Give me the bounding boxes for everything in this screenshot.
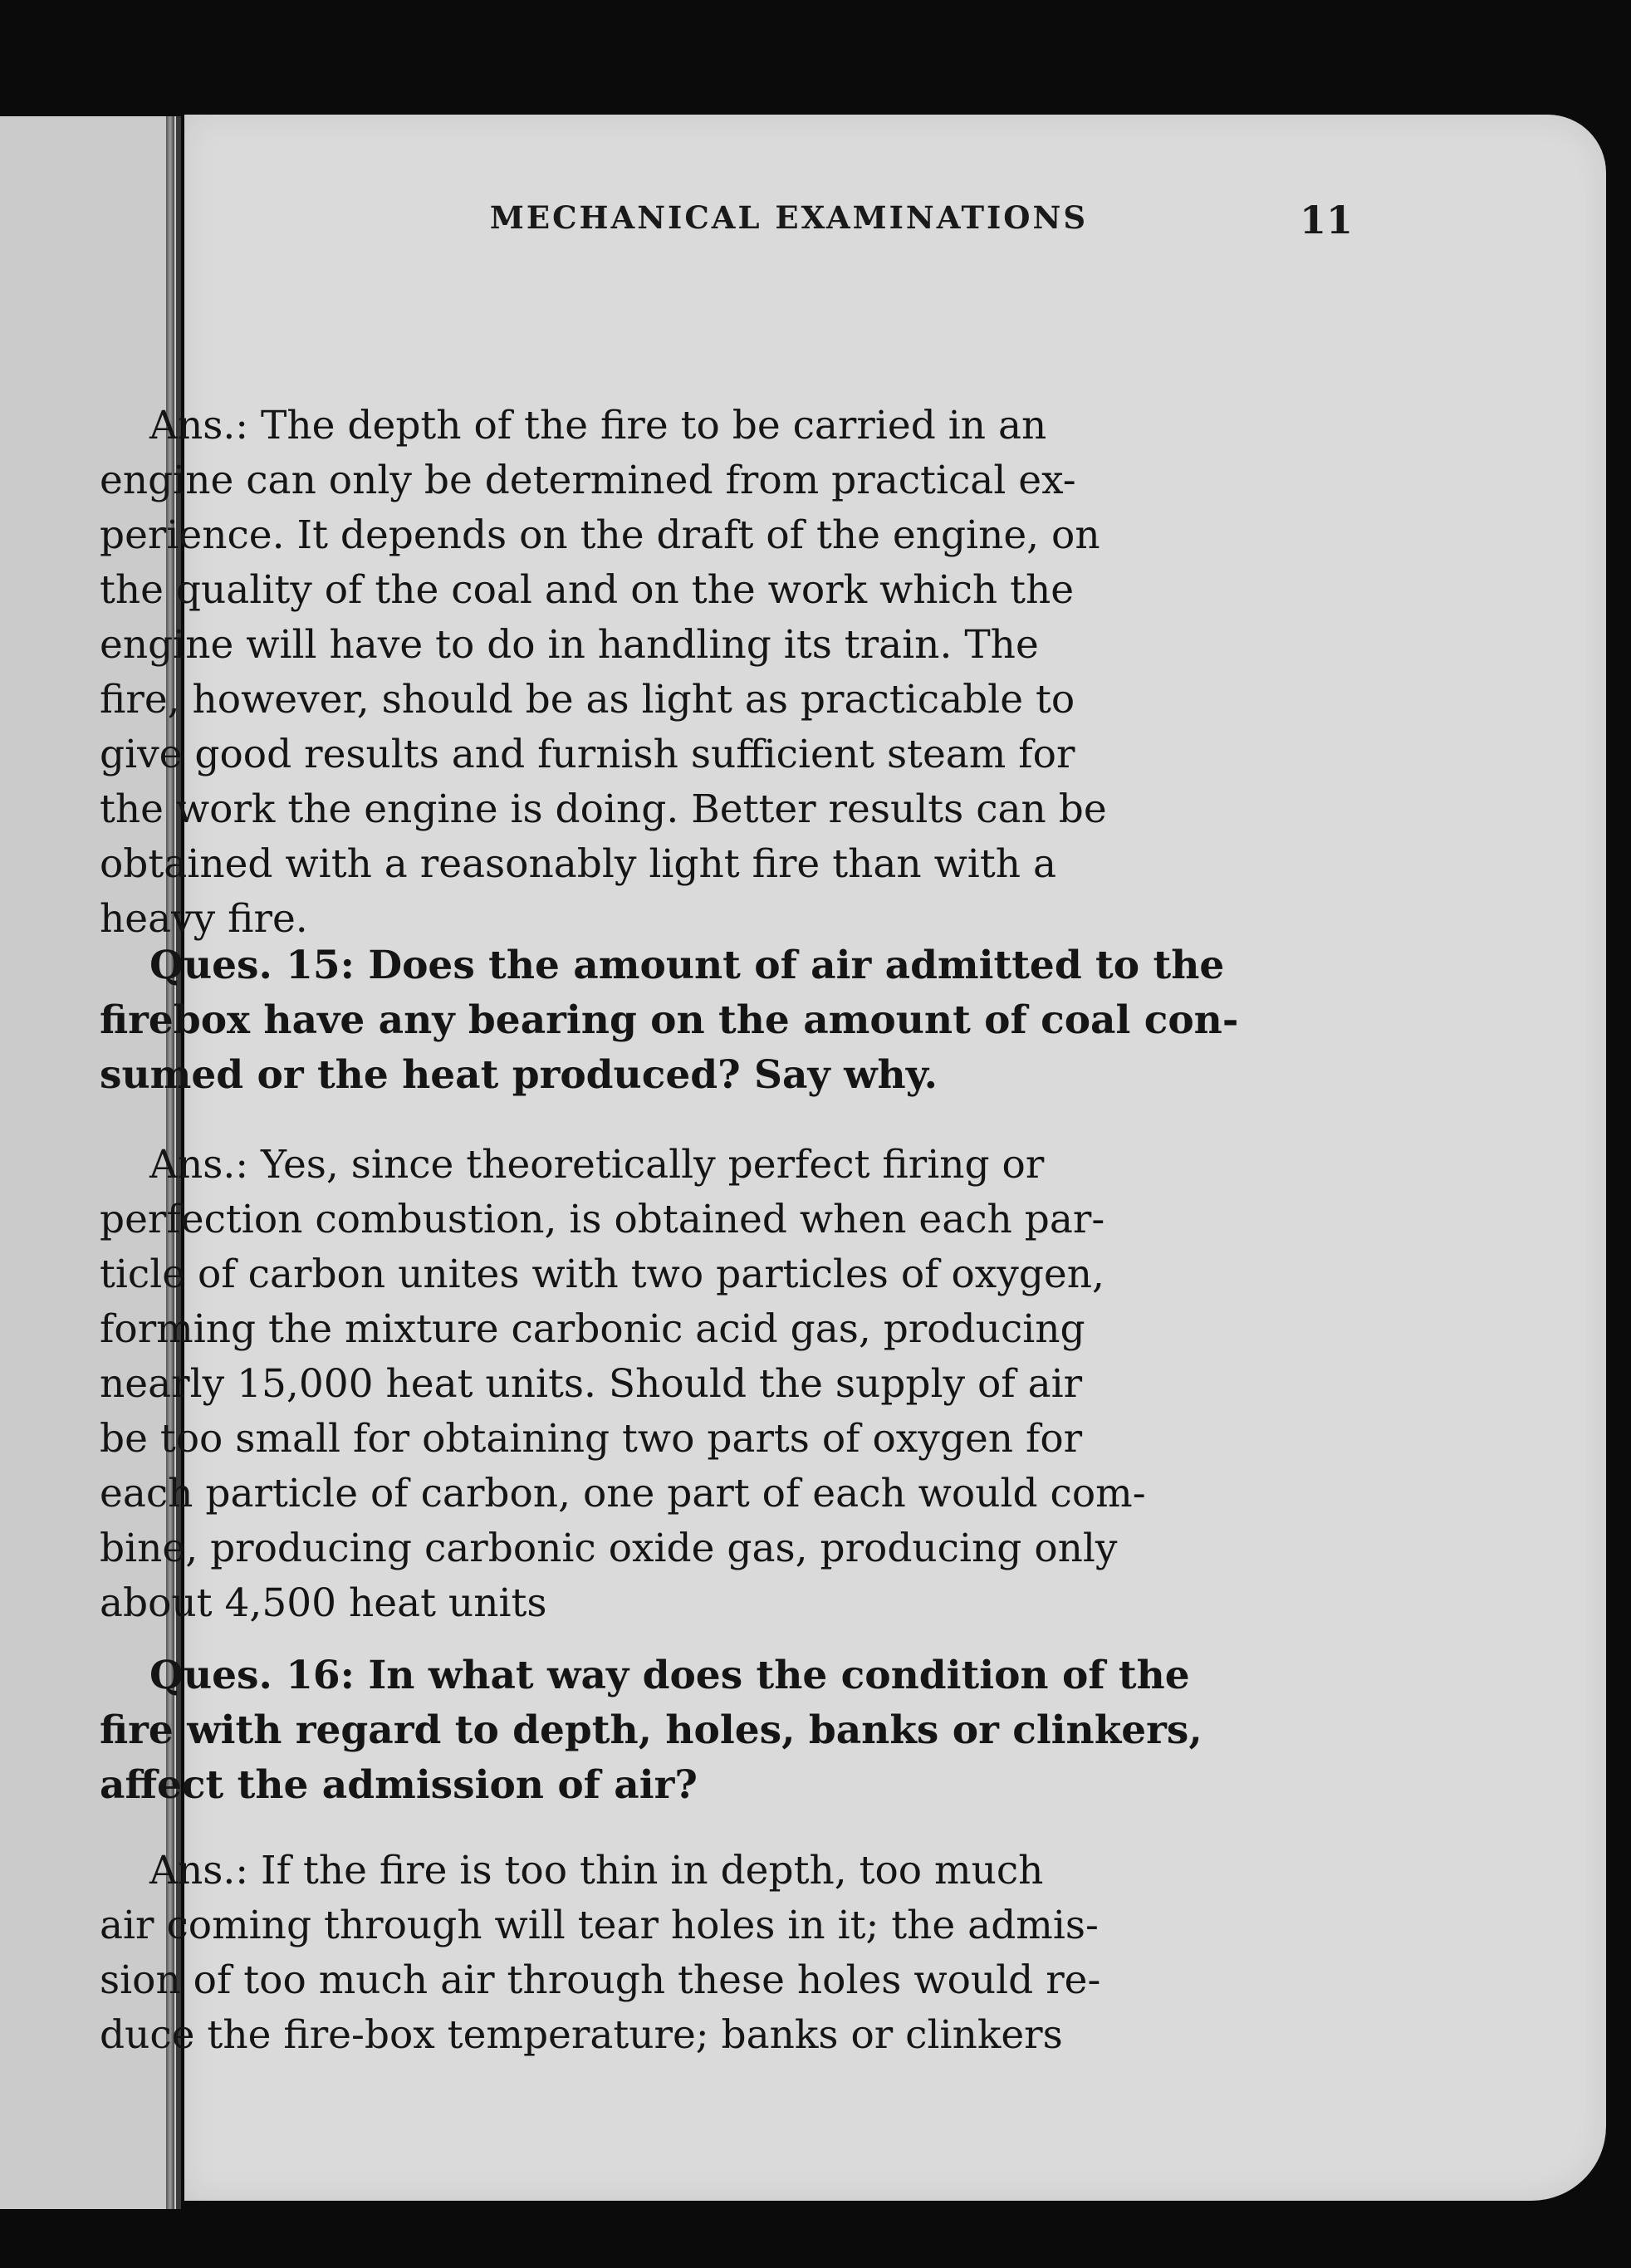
answer-paragraph	[100, 1844, 1345, 2063]
text-line: obtained with a reasonably light fire than with a	[100, 841, 1056, 887]
text-line: engine will have to do in handling its train. The	[100, 622, 1039, 668]
text-line: nearly 15,000 heat units. Should the supply of air	[100, 1361, 1083, 1407]
text-line: affect the admission of air?	[100, 1762, 698, 1808]
answer-paragraph	[100, 399, 1345, 947]
text-line: bine, producing carbonic oxide gas, producing only	[100, 1526, 1118, 1571]
text-line: each particle of carbon, one part of each would com-	[100, 1471, 1146, 1516]
text-line: heavy fire.	[100, 896, 308, 942]
text-line: Ques. 15: Does the amount of air admitted to the	[149, 943, 1225, 988]
text-line: the quality of the coal and on the work which the	[100, 567, 1075, 613]
text-line: air coming through will tear holes in it; the admis-	[100, 1903, 1099, 1948]
text-line: fire, however, should be as light as practicable to	[100, 677, 1075, 723]
page-number: 11	[1300, 198, 1354, 242]
question-paragraph	[100, 1648, 1345, 1813]
text-line: firebox have any bearing on the amount of coal con-	[100, 997, 1239, 1043]
text-line: fire with regard to depth, holes, banks or clinkers,	[100, 1707, 1202, 1753]
text-line: sumed or the heat produced? Say why.	[100, 1052, 938, 1098]
text-line: duce the fire-box temperature; banks or clinkers	[100, 2012, 1063, 2058]
text-line: forming the mixture carbonic acid gas, producing	[100, 1306, 1085, 1352]
text-line: engine can only be determined from practical ex-	[100, 458, 1076, 503]
question-paragraph	[100, 938, 1345, 1103]
text-line: sion of too much air through these holes would re-	[100, 1957, 1101, 2003]
text-line: Ans.: If the fire is too thin in depth, too much	[149, 1848, 1044, 1893]
text-line: the work the engine is doing. Better results can be	[100, 786, 1107, 832]
answer-paragraph	[100, 1138, 1345, 1631]
text-line: be too small for obtaining two parts of oxygen for	[100, 1416, 1083, 1462]
text-line: perience. It depends on the draft of the engine, on	[100, 512, 1100, 558]
text-line: Ans.: The depth of the fire to be carried in an	[149, 403, 1047, 448]
text-line: give good results and furnish sufficient steam for	[100, 732, 1075, 777]
text-line: ticle of carbon unites with two particles of oxygen,	[100, 1252, 1104, 1297]
text-line: Ans.: Yes, since theoretically perfect firing or	[149, 1142, 1045, 1188]
running-head: MECHANICAL EXAMINATIONS	[489, 199, 1089, 236]
text-line: about 4,500 heat units	[100, 1580, 547, 1626]
text-line: perfection combustion, is obtained when each par-	[100, 1197, 1105, 1242]
text-line: Ques. 16: In what way does the condition of the	[149, 1653, 1190, 1698]
